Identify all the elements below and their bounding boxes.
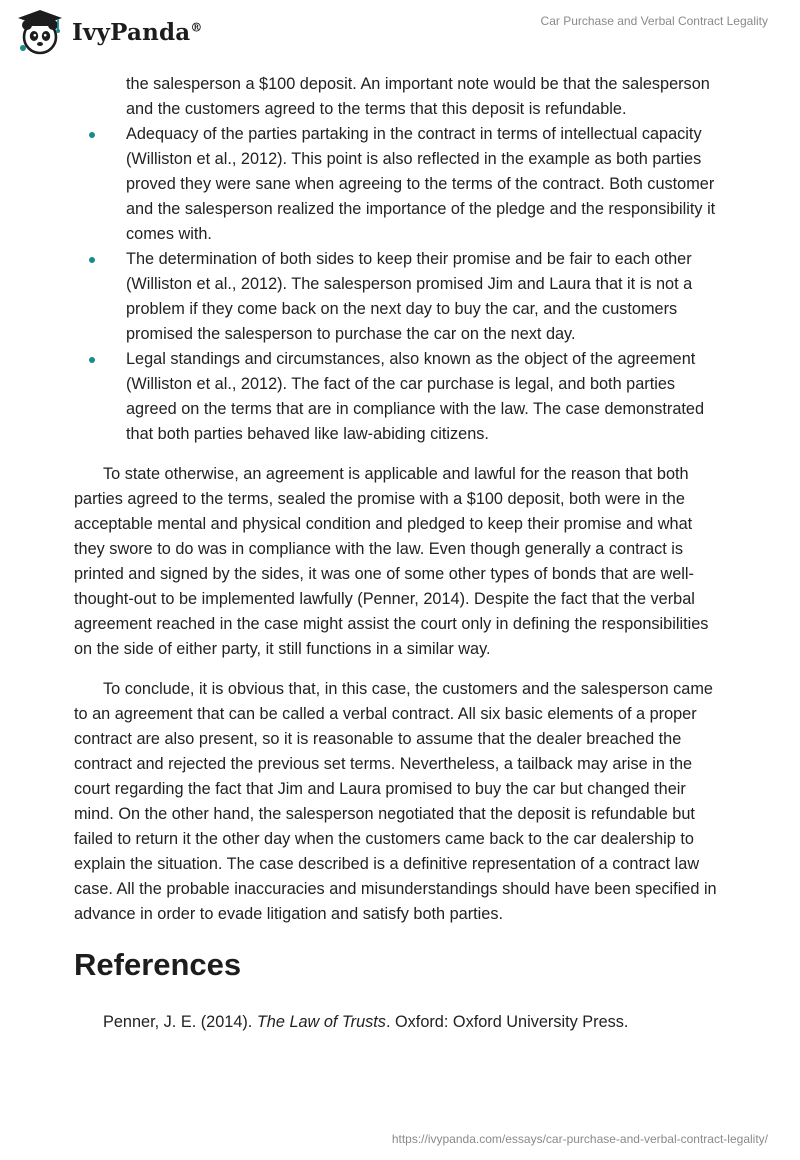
element-list — [74, 72, 726, 447]
references-heading: References — [74, 947, 242, 982]
reference-entry: Penner, J. E. (2014). The Law of Trusts. Oxford: Oxford University Press. — [103, 1013, 629, 1031]
list-item: Adequacy of the parties partaking in the contract in terms of intellectual capacity (Williston et al., 2012). This point is also reflected in the example as both parties proved they were sane when agreeing to the terms of the contract. Both customer and the salesperson realized the importance of the pledge and the responsibility it comes with. — [126, 122, 726, 247]
brand-name: IvyPanda® — [72, 18, 203, 46]
bullet-icon — [89, 132, 95, 138]
body-paragraph: To conclude, it is obvious that, in this case, the customers and the salesperson came to an agreement that can be called a verbal contract. All six basic elements of a proper contract are also present, so it is reasonable to assume that the dealer breached the contract and rejected the previous set terms. Nevertheless, a tailback may arise in the court regarding the fact that Jim and Laura promised to buy the car but changed their mind. On the other hand, the salesperson negotiated that the deposit is refundable but failed to return it the other day when the customers came back to the car dealership to explain the situation. The case described is a definitive representation of a contract law case. All the probable inaccuracies and misunderstandings should have been specified in advance in order to evade litigation and satisfy both parties. — [74, 680, 717, 923]
bullet-icon — [89, 357, 95, 363]
source-url[interactable]: https://ivypanda.com/essays/car-purchase-and-verbal-contract-legality/ — [391, 1132, 768, 1146]
list-item-continuation: the salesperson a $100 deposit. An important note would be that the salesperson and the customers agreed to the terms that this deposit is refundable. — [126, 75, 710, 118]
body-paragraph: To state otherwise, an agreement is applicable and lawful for the reason that both parties agreed to the terms, sealed the promise with a $100 deposit, both were in the acceptable mental and physical condition and pledged to keep their promise and what they swore to do was in compliance with the law. Even though generally a contract is printed and signed by the sides, it was one of some other types of bonds that are well-thought-out to be implemented lawfully (Penner, 2014). Despite the fact that the verbal agreement reached in the case might assist the court only in defining the responsibilities on the side of either party, it still functions in a similar way. — [74, 465, 709, 658]
document-title: Car Purchase and Verbal Contract Legality — [540, 14, 768, 28]
page-header — [0, 0, 800, 62]
essay-content — [74, 72, 726, 1035]
bullet-icon — [89, 257, 95, 263]
list-item: The determination of both sides to keep their promise and be fair to each other (Williston et al., 2012). The salesperson promised Jim and Laura that it is not a problem if they come back on the next day to buy the car, and the customers promised the salesperson to purchase the car on the next day. — [126, 247, 726, 347]
brand-logo[interactable] — [14, 8, 203, 56]
panda-graduation-cap-icon — [14, 8, 66, 56]
list-item: Legal standings and circumstances, also known as the object of the agreement (Williston et al., 2012). The fact of the car purchase is legal, and both parties agreed on the terms that are in compliance with the law. The case demonstrated that both parties behaved like law-abiding citizens. — [126, 347, 726, 447]
